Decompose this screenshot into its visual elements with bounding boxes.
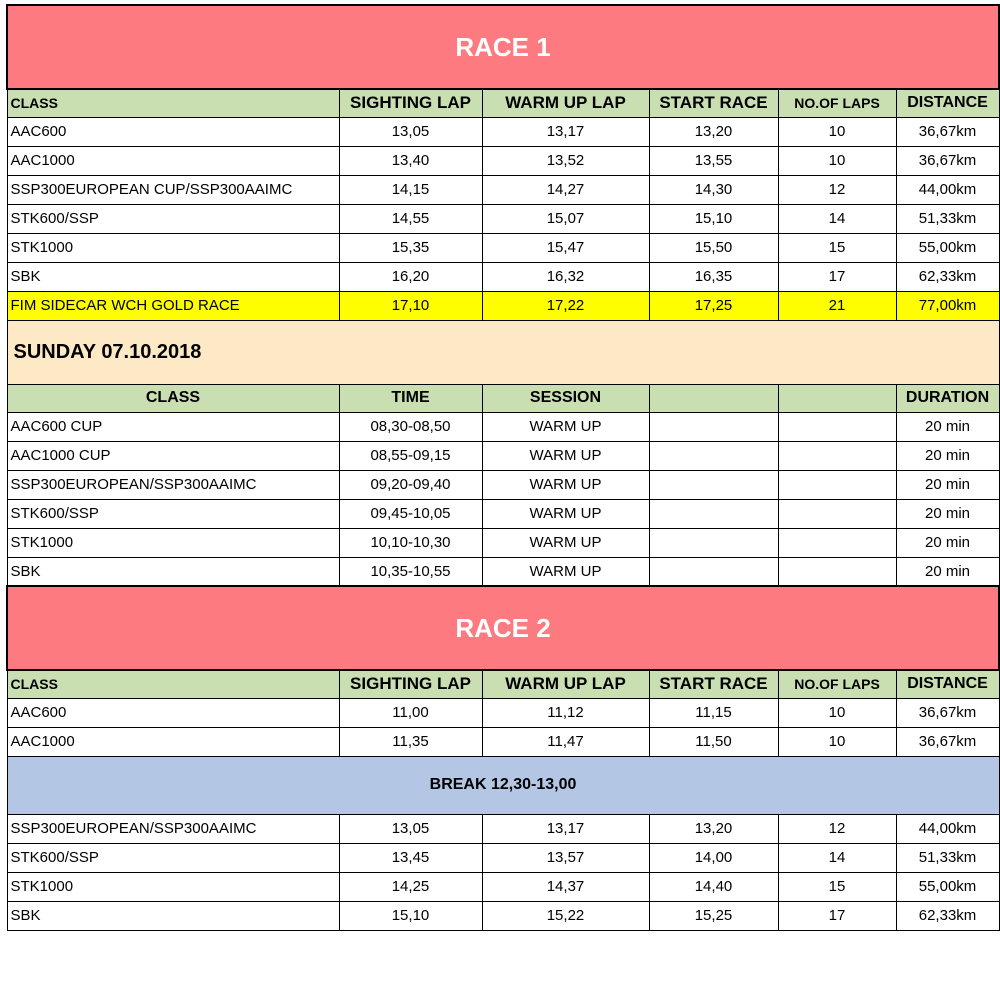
col2-cell: 14,25 (339, 872, 482, 901)
table-row (7, 528, 999, 557)
class-cell: FIM SIDECAR WCH GOLD RACE (7, 291, 339, 320)
class-cell: AAC1000 (7, 146, 339, 175)
class-cell: SSP300EUROPEAN CUP/SSP300AAIMC (7, 175, 339, 204)
col5-cell: 14 (778, 204, 896, 233)
class-cell: STK600/SSP (7, 499, 339, 528)
col2-cell: 13,40 (339, 146, 482, 175)
col4-cell (649, 557, 778, 586)
table-row (7, 727, 999, 756)
col6-cell: 20 min (896, 470, 999, 499)
col6-cell: 20 min (896, 441, 999, 470)
col5-cell (778, 441, 896, 470)
col5-cell: 10 (778, 117, 896, 146)
col3-cell: WARM UP (482, 470, 649, 499)
col6-cell: 62,33km (896, 262, 999, 291)
start-cell: 17,25 (649, 291, 778, 320)
race1-header-start: START RACE (649, 89, 778, 117)
col6-cell: 36,67km (896, 146, 999, 175)
table-row (7, 233, 999, 262)
col3-cell: 15,22 (482, 901, 649, 930)
col2-cell: 13,05 (339, 117, 482, 146)
col5-cell: 10 (778, 727, 896, 756)
class-cell: STK1000 (7, 233, 339, 262)
race1-header-laps: NO.OF LAPS (778, 89, 896, 117)
col3-cell: WARM UP (482, 441, 649, 470)
col3-cell: WARM UP (482, 528, 649, 557)
table-row (7, 872, 999, 901)
race2-header-laps: NO.OF LAPS (778, 670, 896, 698)
table-row (7, 175, 999, 204)
col2-cell: 09,45-10,05 (339, 499, 482, 528)
race1-header-warmup: WARM UP LAP (482, 89, 649, 117)
class-cell: SBK (7, 901, 339, 930)
table-row (7, 470, 999, 499)
col6-cell: 55,00km (896, 233, 999, 262)
race2-header-distance: DISTANCE (896, 670, 999, 698)
col3-cell: 13,52 (482, 146, 649, 175)
class-cell: STK1000 (7, 872, 339, 901)
table-row (7, 698, 999, 727)
col2-cell: 13,45 (339, 843, 482, 872)
col6-cell: 55,00km (896, 872, 999, 901)
col2-cell: 15,35 (339, 233, 482, 262)
break-label: BREAK 12,30-13,00 (7, 756, 999, 814)
race2-banner (7, 586, 999, 670)
sighting-cell: 17,10 (339, 291, 482, 320)
class-cell: AAC600 CUP (7, 412, 339, 441)
col6-cell: 36,67km (896, 698, 999, 727)
class-cell: AAC600 (7, 698, 339, 727)
class-cell: AAC1000 (7, 727, 339, 756)
col4-cell (649, 470, 778, 499)
table-row (7, 146, 999, 175)
col5-cell: 10 (778, 146, 896, 175)
sunday-title: SUNDAY 07.10.2018 (7, 320, 999, 384)
class-cell: STK1000 (7, 528, 339, 557)
class-cell: SSP300EUROPEAN/SSP300AAIMC (7, 470, 339, 499)
col6-cell: 44,00km (896, 814, 999, 843)
class-cell: SBK (7, 262, 339, 291)
warmup-cell: 17,22 (482, 291, 649, 320)
col5-cell: 10 (778, 698, 896, 727)
table-row (7, 843, 999, 872)
sunday-banner (7, 320, 999, 384)
col4-cell: 15,10 (649, 204, 778, 233)
col6-cell: 62,33km (896, 901, 999, 930)
col5-cell (778, 470, 896, 499)
col5-cell: 17 (778, 901, 896, 930)
col5-cell: 17 (778, 262, 896, 291)
col5-cell: 15 (778, 872, 896, 901)
col3-cell: WARM UP (482, 499, 649, 528)
break-banner (7, 756, 999, 814)
race2-header-row (7, 670, 999, 698)
col4-cell (649, 441, 778, 470)
table-row (7, 204, 999, 233)
table-row (7, 814, 999, 843)
col2-cell: 14,15 (339, 175, 482, 204)
col2-cell: 11,00 (339, 698, 482, 727)
race1-header-distance: DISTANCE (896, 89, 999, 117)
col5-cell: 15 (778, 233, 896, 262)
table-row (7, 901, 999, 930)
col6-cell: 36,67km (896, 117, 999, 146)
col2-cell: 15,10 (339, 901, 482, 930)
col5-cell: 12 (778, 814, 896, 843)
col2-cell: 08,55-09,15 (339, 441, 482, 470)
table-row (7, 117, 999, 146)
schedule-sheet (6, 4, 998, 931)
class-cell: SSP300EUROPEAN/SSP300AAIMC (7, 814, 339, 843)
col2-cell: 16,20 (339, 262, 482, 291)
col2-cell: 08,30-08,50 (339, 412, 482, 441)
col4-cell: 11,50 (649, 727, 778, 756)
table-row (7, 262, 999, 291)
col2-cell: 14,55 (339, 204, 482, 233)
sunday-header-empty-1 (649, 384, 778, 412)
col3-cell: 13,17 (482, 117, 649, 146)
race1-banner (7, 5, 999, 89)
col3-cell: WARM UP (482, 412, 649, 441)
schedule-body (7, 5, 999, 930)
col3-cell: 13,57 (482, 843, 649, 872)
col3-cell: 11,47 (482, 727, 649, 756)
col2-cell: 10,10-10,30 (339, 528, 482, 557)
col2-cell: 11,35 (339, 727, 482, 756)
col2-cell: 10,35-10,55 (339, 557, 482, 586)
col6-cell: 20 min (896, 412, 999, 441)
race2-header-start: START RACE (649, 670, 778, 698)
race1-highlight-row (7, 291, 999, 320)
sunday-header-time: TIME (339, 384, 482, 412)
class-cell: STK600/SSP (7, 204, 339, 233)
class-cell: AAC600 (7, 117, 339, 146)
col3-cell: 13,17 (482, 814, 649, 843)
col3-cell: 15,47 (482, 233, 649, 262)
distance-cell: 77,00km (896, 291, 999, 320)
race2-header-class: CLASS (7, 670, 339, 698)
col6-cell: 20 min (896, 557, 999, 586)
col5-cell (778, 499, 896, 528)
col5-cell (778, 528, 896, 557)
table-row (7, 441, 999, 470)
race1-header-row (7, 89, 999, 117)
race1-title: RACE 1 (7, 5, 999, 89)
col5-cell: 12 (778, 175, 896, 204)
col6-cell: 36,67km (896, 727, 999, 756)
table-row (7, 412, 999, 441)
col2-cell: 13,05 (339, 814, 482, 843)
col6-cell: 51,33km (896, 204, 999, 233)
race1-header-class: CLASS (7, 89, 339, 117)
col3-cell: 15,07 (482, 204, 649, 233)
col5-cell (778, 412, 896, 441)
col4-cell: 14,30 (649, 175, 778, 204)
schedule-table (6, 4, 1000, 931)
col4-cell: 16,35 (649, 262, 778, 291)
col6-cell: 44,00km (896, 175, 999, 204)
col4-cell: 11,15 (649, 698, 778, 727)
col4-cell (649, 528, 778, 557)
sunday-header-session: SESSION (482, 384, 649, 412)
col5-cell: 14 (778, 843, 896, 872)
col4-cell: 15,25 (649, 901, 778, 930)
col4-cell: 15,50 (649, 233, 778, 262)
col4-cell: 13,55 (649, 146, 778, 175)
col3-cell: 14,37 (482, 872, 649, 901)
race1-header-sighting: SIGHTING LAP (339, 89, 482, 117)
class-cell: STK600/SSP (7, 843, 339, 872)
col4-cell: 13,20 (649, 117, 778, 146)
col6-cell: 20 min (896, 528, 999, 557)
col4-cell (649, 412, 778, 441)
col3-cell: WARM UP (482, 557, 649, 586)
col4-cell: 14,00 (649, 843, 778, 872)
col6-cell: 20 min (896, 499, 999, 528)
class-cell: AAC1000 CUP (7, 441, 339, 470)
race2-header-warmup: WARM UP LAP (482, 670, 649, 698)
class-cell: SBK (7, 557, 339, 586)
col4-cell: 13,20 (649, 814, 778, 843)
col3-cell: 14,27 (482, 175, 649, 204)
col4-cell (649, 499, 778, 528)
sunday-header-class: CLASS (7, 384, 339, 412)
col3-cell: 16,32 (482, 262, 649, 291)
laps-cell: 21 (778, 291, 896, 320)
sunday-header-duration: DURATION (896, 384, 999, 412)
table-row (7, 557, 999, 586)
sunday-header-empty-2 (778, 384, 896, 412)
race2-title: RACE 2 (7, 586, 999, 670)
col2-cell: 09,20-09,40 (339, 470, 482, 499)
sunday-header-row (7, 384, 999, 412)
col3-cell: 11,12 (482, 698, 649, 727)
col6-cell: 51,33km (896, 843, 999, 872)
table-row (7, 499, 999, 528)
col5-cell (778, 557, 896, 586)
race2-header-sighting: SIGHTING LAP (339, 670, 482, 698)
col4-cell: 14,40 (649, 872, 778, 901)
